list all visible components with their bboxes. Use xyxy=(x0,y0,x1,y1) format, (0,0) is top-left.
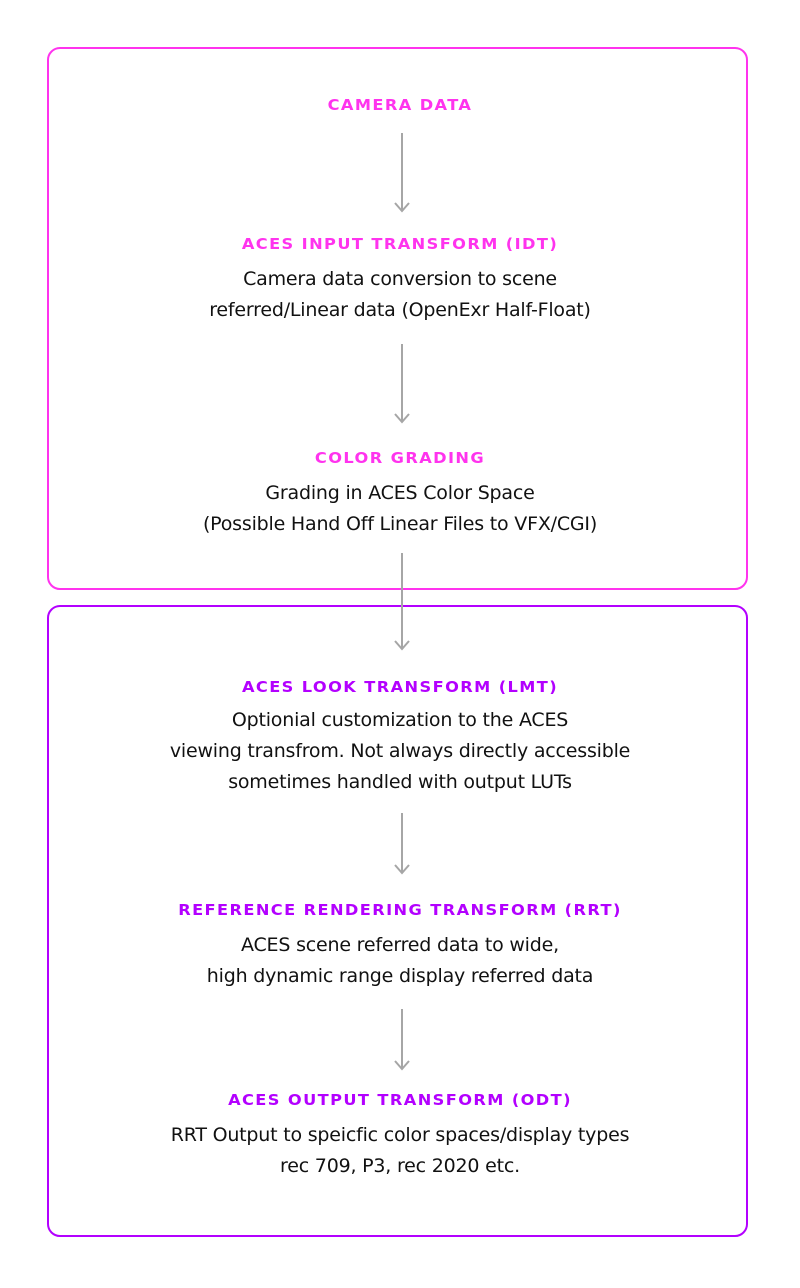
description-line: Grading in ACES Color Space xyxy=(265,482,535,504)
description-line: RRT Output to speicfic color spaces/display types xyxy=(170,1124,630,1146)
description-line: high dynamic range display referred data xyxy=(206,965,594,987)
arrow-down-icon xyxy=(394,553,410,651)
arrow-down-icon xyxy=(394,813,410,875)
arrow-down-icon xyxy=(394,133,410,213)
step-title-odt: ACES OUTPUT TRANSFORM (ODT) xyxy=(228,1091,572,1109)
step-title-idt: ACES INPUT TRANSFORM (IDT) xyxy=(241,235,559,253)
step-description-lmt xyxy=(0,705,800,798)
step-title-color-grading: COLOR GRADING xyxy=(314,449,486,467)
description-line: Camera data conversion to scene xyxy=(243,268,557,290)
description-line: rec 709, P3, rec 2020 etc. xyxy=(280,1155,520,1177)
description-line: ACES scene referred data to wide, xyxy=(241,934,559,956)
step-title-lmt: ACES LOOK TRANSFORM (LMT) xyxy=(241,678,559,696)
step-title-camera-data: CAMERA DATA xyxy=(327,96,473,114)
description-line: Optionial customization to the ACES xyxy=(231,709,569,731)
step-description-color-grading xyxy=(0,478,800,540)
step-description-idt xyxy=(0,264,800,326)
description-line: sometimes handled with output LUTs xyxy=(228,771,572,793)
step-title-rrt: REFERENCE RENDERING TRANSFORM (RRT) xyxy=(178,901,622,919)
description-line: referred/Linear data (OpenExr Half-Float) xyxy=(209,299,591,321)
step-description-rrt xyxy=(0,930,800,992)
step-description-odt xyxy=(0,1120,800,1182)
description-line: (Possible Hand Off Linear Files to VFX/CGI) xyxy=(202,513,598,535)
arrow-down-icon xyxy=(394,1009,410,1071)
description-line: viewing transfrom. Not always directly accessible xyxy=(169,740,631,762)
arrow-down-icon xyxy=(394,344,410,424)
